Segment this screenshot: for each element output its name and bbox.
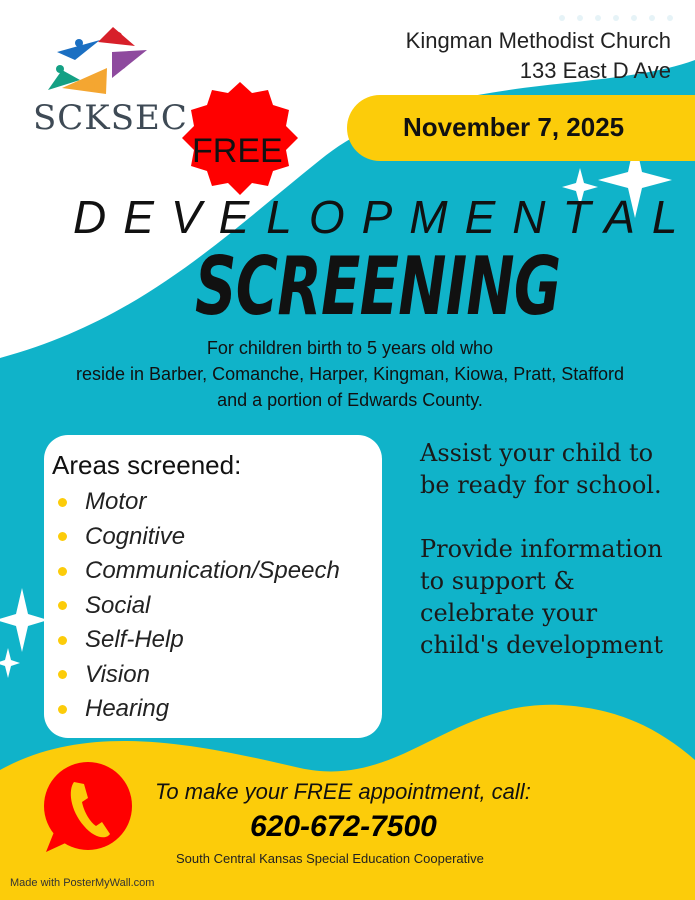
eligibility-line: and a portion of Edwards County. [217, 390, 483, 410]
church-name: Kingman Methodist Church [405, 28, 671, 53]
list-item [58, 658, 382, 693]
area-label: Vision [85, 660, 150, 688]
area-label: Communication/Speech [85, 557, 340, 585]
church-address: 133 East D Ave [519, 58, 671, 83]
benefits [420, 437, 680, 661]
areas-heading: Areas screened: [52, 450, 242, 480]
dots-decoration [559, 15, 673, 21]
areas-card [44, 435, 382, 738]
list-item [58, 554, 382, 589]
bullet-icon [58, 670, 67, 679]
area-label: Motor [85, 488, 147, 516]
title-line2: SCREENING [195, 240, 561, 333]
event-date: November 7, 2025 [403, 112, 625, 142]
bullet-icon [58, 567, 67, 576]
free-badge-label: FREE [192, 132, 283, 170]
list-item [58, 485, 382, 520]
phone-number[interactable]: 620-672-7500 [250, 810, 437, 843]
bullet-icon [58, 705, 67, 714]
eligibility-text [20, 335, 680, 413]
bullet-icon [58, 636, 67, 645]
areas-list [58, 485, 382, 727]
area-label: Social [85, 591, 151, 619]
bullet-icon [58, 532, 67, 541]
list-item [58, 623, 382, 658]
title-line1: DEVELOPMENTAL [73, 191, 695, 243]
logo-icon [48, 27, 147, 94]
area-label: Cognitive [85, 522, 186, 550]
list-item [58, 692, 382, 727]
eligibility-line: For children birth to 5 years old who [206, 338, 494, 358]
organization-name: South Central Kansas Special Education Cooperative [176, 851, 484, 866]
call-to-action: To make your FREE appointment, call: [155, 779, 531, 804]
list-item [58, 520, 382, 555]
venue [406, 26, 671, 86]
credit-text: Made with PosterMyWall.com [10, 877, 155, 889]
logo-text: SCKSEC [33, 98, 188, 138]
area-label: Hearing [85, 695, 170, 723]
area-label: Self-Help [85, 626, 184, 654]
bullet-icon [58, 498, 67, 507]
list-item [58, 589, 382, 624]
benefit-text: Provide information to support & celebrate your child's development [420, 535, 664, 659]
eligibility-line: reside in Barber, Comanche, Harper, Kingman, Kiowa, Pratt, Stafford [76, 364, 624, 384]
benefit-text: Assist your child to be ready for school. [420, 439, 662, 499]
bullet-icon [58, 601, 67, 610]
